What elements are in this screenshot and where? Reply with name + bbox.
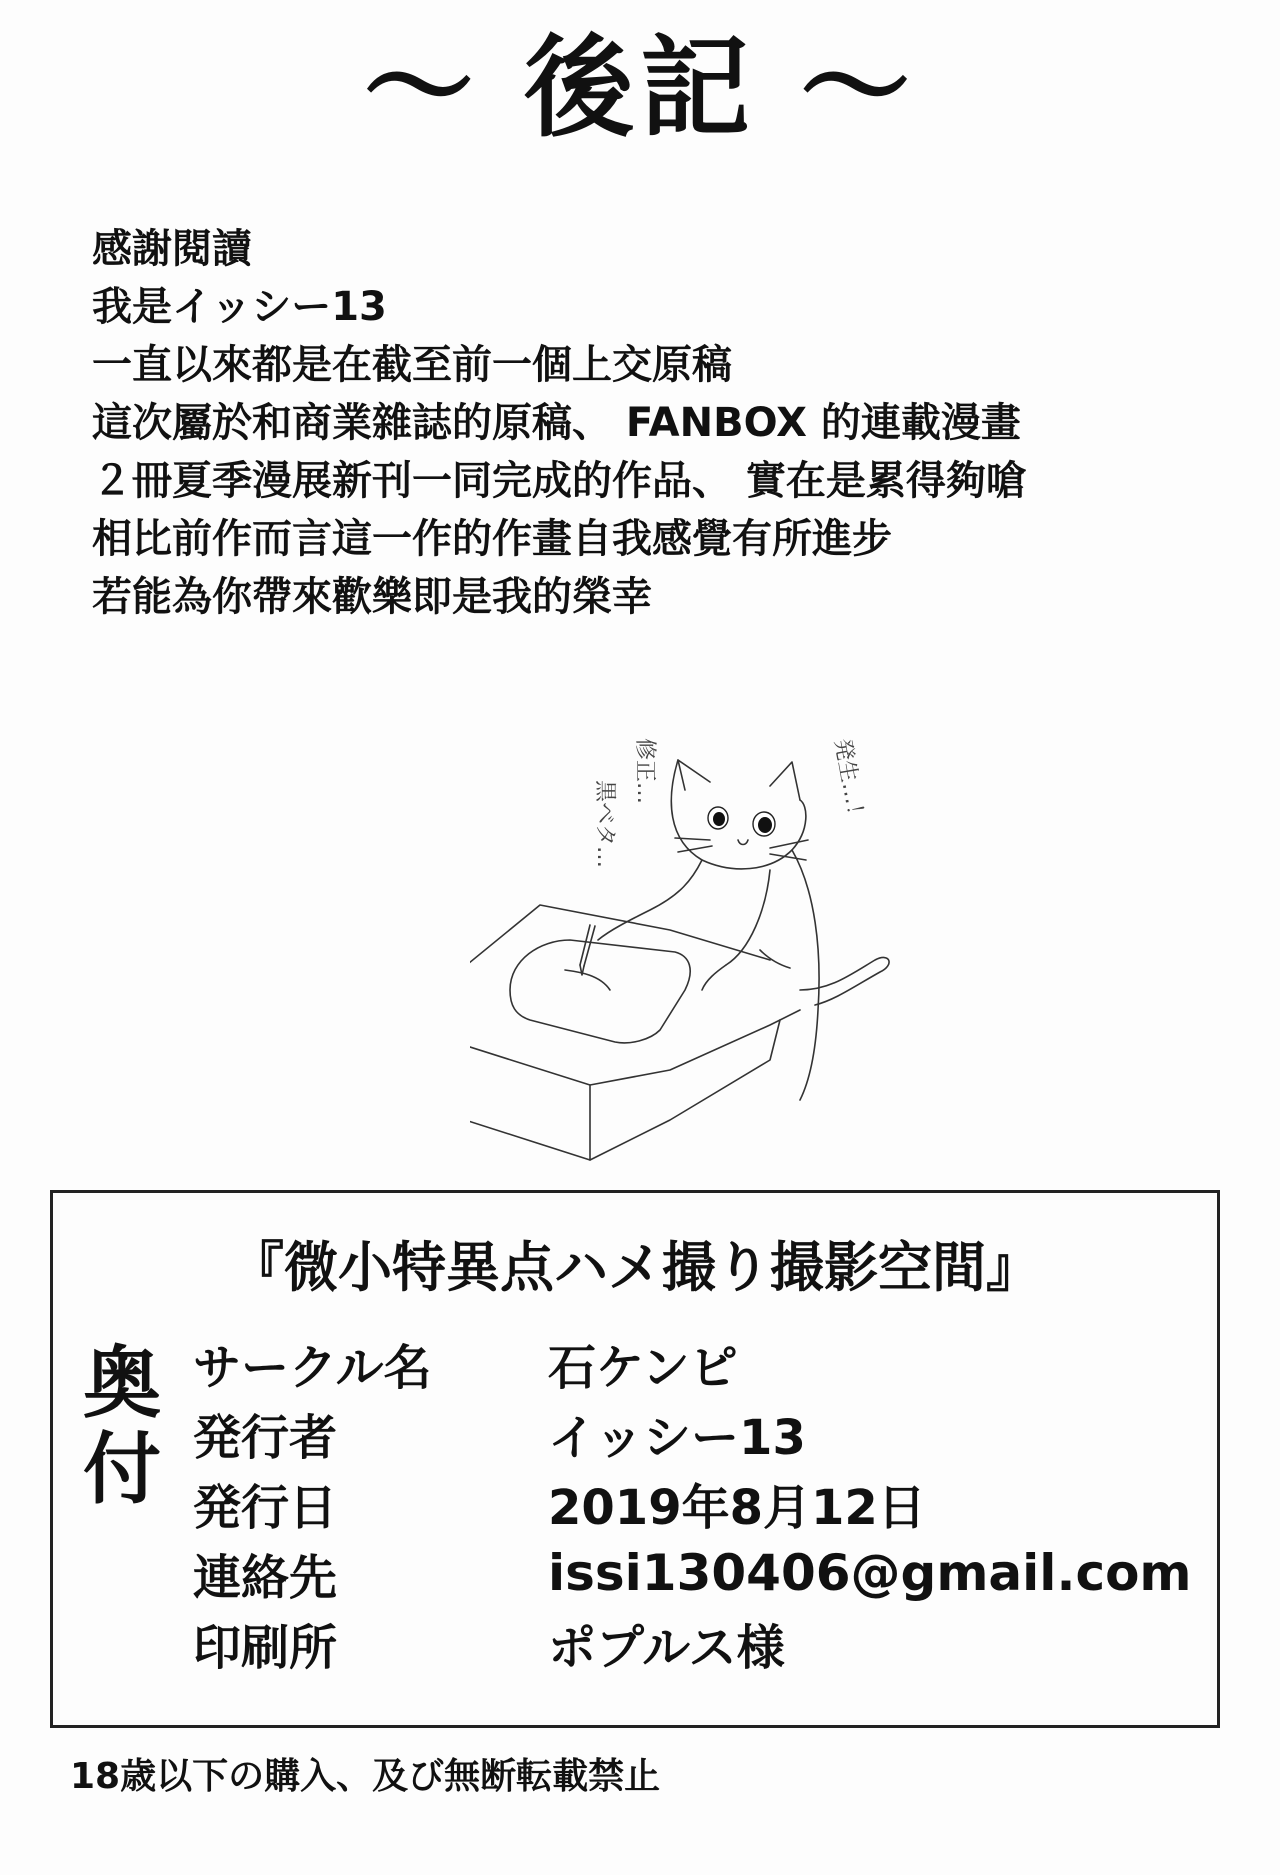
cat-right-pupil bbox=[758, 817, 772, 833]
paper-sketch bbox=[565, 970, 610, 990]
info-value: 石ケンピ bbox=[548, 1339, 738, 1396]
info-value: イッシー13 bbox=[548, 1409, 806, 1466]
afterword-line: 一直以來都是在截至前一個上交原稿 bbox=[92, 342, 732, 388]
cat-whisker bbox=[770, 854, 806, 860]
cat-right-ear bbox=[770, 762, 800, 800]
info-value: 2019年8月12日 bbox=[548, 1479, 926, 1536]
info-row-publisher bbox=[193, 1398, 1203, 1468]
page-title: ～ 後記 ～ bbox=[363, 24, 917, 152]
cat-drawing-illustration bbox=[470, 690, 1030, 1190]
cat-tail bbox=[800, 957, 889, 1005]
info-label: 印刷所 bbox=[193, 1619, 338, 1676]
okuzuke-char-2: 付 bbox=[82, 1425, 161, 1515]
afterword-line: ２冊夏季漫展新刊一同完成的作品、 實在是累得夠嗆 bbox=[92, 458, 1026, 504]
desk-right-side bbox=[590, 1020, 780, 1160]
cat-whisker bbox=[678, 846, 712, 852]
pen-stroke bbox=[584, 926, 595, 966]
cat-back bbox=[792, 850, 819, 1100]
afterword-line: 感謝閱讀 bbox=[92, 226, 252, 272]
age-restriction-notice: 18歳以下の購入、及び無断転載禁止 bbox=[70, 1756, 661, 1797]
desk-side bbox=[470, 1035, 590, 1160]
cat-whisker bbox=[770, 840, 808, 848]
note-right: 発生…！ bbox=[829, 736, 869, 828]
book-title: 『微小特異点ハメ撮り撮影空間』 bbox=[230, 1236, 1040, 1299]
info-row-circle bbox=[193, 1328, 1203, 1398]
pen-stroke bbox=[580, 925, 590, 965]
info-label: 連絡先 bbox=[193, 1549, 338, 1606]
cat-left-ear bbox=[678, 760, 710, 790]
cat-paw bbox=[702, 965, 726, 990]
info-label: 発行日 bbox=[193, 1479, 338, 1536]
afterword-line: 我是イッシー13 bbox=[92, 284, 387, 330]
info-row-contact bbox=[193, 1538, 1203, 1608]
afterword-line: 相比前作而言這一作的作畫自我感覺有所進步 bbox=[92, 516, 892, 562]
cat-left-pupil bbox=[713, 812, 725, 826]
okuzuke-heading bbox=[77, 1341, 167, 1513]
afterword-line: 若能為你帶來歡樂即是我的榮幸 bbox=[92, 574, 652, 620]
info-value: ポプルス様 bbox=[548, 1619, 785, 1676]
afterword-line: 這次屬於和商業雜誌的原稿、 FANBOX 的連載漫畫 bbox=[92, 400, 1021, 446]
cat-mouth bbox=[738, 840, 748, 845]
cat-sketch bbox=[470, 690, 1030, 1190]
note-left-1: 修正… bbox=[632, 738, 657, 805]
drawing-paper bbox=[510, 940, 690, 1043]
cat-left-arm bbox=[598, 860, 702, 940]
info-row-printer bbox=[193, 1608, 1203, 1678]
contact-email: issi130406@gmail.com bbox=[548, 1544, 1192, 1602]
note-left-2: 黒ベタ… bbox=[592, 780, 617, 869]
cat-right-arm bbox=[726, 870, 770, 965]
colophon-info bbox=[193, 1328, 1203, 1678]
okuzuke-char-1: 奥 bbox=[82, 1339, 161, 1429]
info-row-date bbox=[193, 1468, 1203, 1538]
afterword-text bbox=[92, 220, 1212, 626]
cat-head-outline bbox=[671, 760, 806, 869]
desk-top-back bbox=[470, 905, 770, 995]
info-label: サークル名 bbox=[193, 1339, 432, 1396]
info-label: 発行者 bbox=[193, 1409, 338, 1466]
colophon-box bbox=[50, 1190, 1220, 1728]
